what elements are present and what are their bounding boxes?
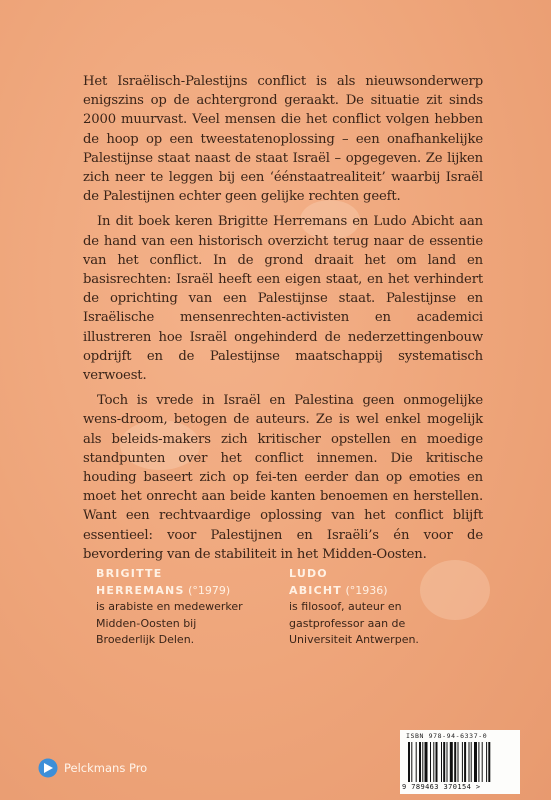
- author-desc-line: is filosoof, auteur en: [289, 600, 402, 613]
- author-desc-line: Midden-Oosten bij: [96, 616, 197, 630]
- publisher-name: Pelckmans Pro: [64, 761, 148, 775]
- blurb-paragraph: In dit boek keren Brigitte Herremans en Ludo Abicht aan de hand van een historisch overzicht terug naar de essentie van het conflict. In de grond draait het om land en basisrechten: Israël heeft een eigen staat, en het verhindert de oprichting van een Palestijnse staat. Palestijnse en Israëlische mensenrechten-activisten en academici illustreren hoe Israël ongehinderd de nederzettingenbouw opdrijft en de Palestijnse maatschappij systematisch verwoest.: [83, 214, 483, 384]
- barcode-digits: 9 789463 370154 >: [402, 783, 481, 791]
- author-desc-line: Broederlijk Delen.: [96, 633, 195, 646]
- blurb-paragraph: Het Israëlisch-Palestijns conflict is als nieuwsonderwerp enigszins op de achtergrond geraakt. De situatie zit sinds 2000 muurvast. Veel mensen die het conflict volgen hebben de hoop op een tweestatenoplossing – een onafhankelijke Palestijnse staat naast de staat Israël – opgegeven. Ze lijken zich neer te leggen bij een ‘éénstaatrealiteit’ waarbij Israël de Palestijnen echter geen gelijke rechten geeft.: [83, 74, 483, 205]
- author-birth-year: (°1979): [188, 583, 231, 597]
- barcode-bars-icon: [408, 742, 512, 782]
- author-desc-line: gastprofessor aan de: [289, 616, 406, 630]
- isbn-barcode: [400, 730, 520, 794]
- author-first-name: LUDO: [289, 567, 328, 580]
- author-birth-year: (°1936): [345, 583, 388, 597]
- author-first-name: BRIGITTE: [96, 567, 163, 580]
- author-last-name: ABICHT: [289, 583, 342, 597]
- author-desc-line: is arabiste en medewerker: [96, 600, 243, 613]
- isbn-label: ISBN 978-94-6337-0: [406, 732, 488, 740]
- back-cover-blurb: [83, 72, 483, 564]
- author-desc-line: Universiteit Antwerpen.: [289, 633, 419, 646]
- author-bio-abicht: [289, 566, 449, 649]
- pelckmans-logo-icon: [38, 758, 58, 778]
- publisher-mark: [38, 758, 147, 778]
- author-bio-herremans: [96, 566, 276, 649]
- blurb-paragraph: Toch is vrede in Israël en Palestina geen onmogelijke wens-droom, betogen de auteurs. Ze is wel enkel mogelijk als beleids-makers zich kritischer opstellen en moedige standpunten over het conflict innemen. Die kritische houding baseert zich op fei-ten eerder dan op emoties en moet het onrecht aan beide kanten benoemen en herstellen. Want een rechtvaardige oplossing van het conflict blijft essentieel: voor Palestijnen en Israëli’s én voor de bevordering van de stabiliteit in het Midden-Oosten.: [83, 393, 483, 562]
- author-last-name: HERREMANS: [96, 583, 185, 597]
